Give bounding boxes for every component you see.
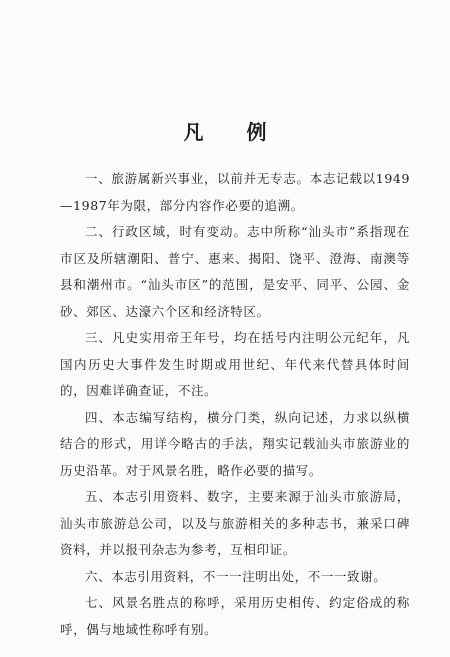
guideline-paragraph-2: 二、行政区域，时有变动。志中所称“汕头市”系指现在市区及所辖潮阳、普宁、惠来、揭阳、饶平、澄海、南澳等县和潮州市。“汕头市区”的范围，是安平、同平、公园、金砂、郊区、达濠六个区和经济特区。 — [60, 224, 410, 319]
guideline-paragraph-6: 六、本志引用资料，不一一注明出处，不一一致谢。 — [85, 568, 387, 584]
page-title: 凡 例 — [183, 120, 285, 144]
guideline-paragraph-3: 三、凡史实用帝王年号，均在括号内注明公元纪年，凡国内历史大事件发生时期或用世纪、年代来代替具体时间的，因难详确查证，不注。 — [60, 330, 410, 398]
guideline-paragraph-5: 五、本志引用资料、数字，主要来源于汕头市旅游局，汕头市旅游总公司，以及与旅游相关的多种志书，兼采口碑资料，并以报刊杂志为参考，互相印证。 — [60, 489, 410, 557]
guideline-paragraph-1: 一、旅游属新兴事业，以前并无专志。本志记载以1949—1987年为限，部分内容作必要的追溯。 — [60, 171, 410, 213]
guideline-paragraph-4: 四、本志编写结构，横分门类，纵向记述，力求以纵横结合的形式，用详今略古的手法，翔实记载汕头市旅游业的历史沿革。对于风景名胜，略作必要的描写。 — [60, 409, 410, 478]
guideline-paragraph-7: 七、风景名胜点的称呼，采用历史相传、约定俗成的称呼，偶与地域性称呼有别。 — [60, 595, 410, 637]
guidelines-body — [60, 166, 410, 643]
